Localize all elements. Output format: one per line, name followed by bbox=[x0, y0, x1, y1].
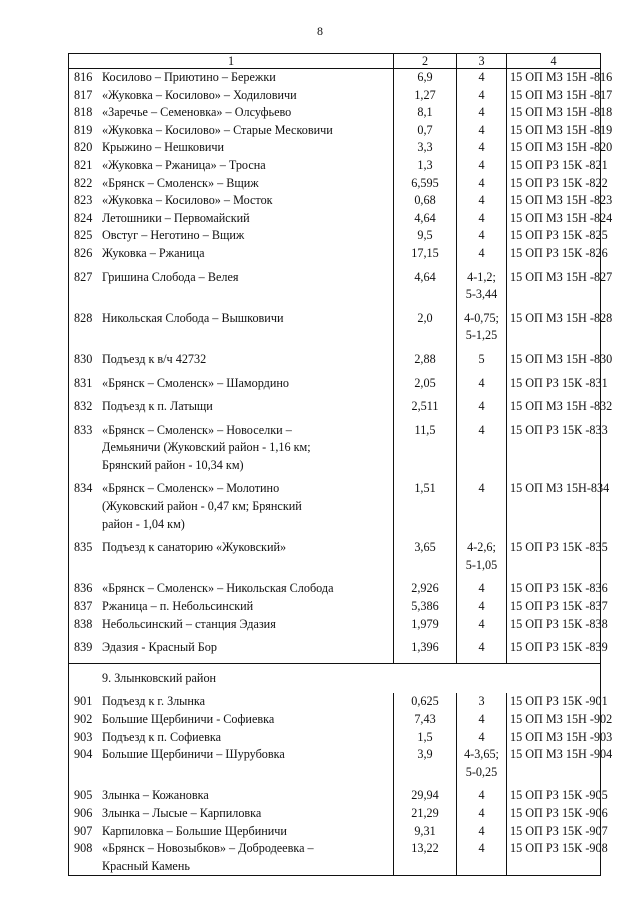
table-body bbox=[69, 69, 613, 876]
road-number: 823 bbox=[74, 193, 93, 208]
road-name: «Брянск – Смоленск» – Вщиж bbox=[102, 175, 259, 190]
road-name-cell bbox=[69, 69, 394, 87]
road-number: 838 bbox=[74, 616, 93, 631]
road-name: Подъезд к в/ч 42732 bbox=[102, 351, 207, 366]
road-name: Злынка – Лысые – Карпиловка bbox=[102, 805, 262, 820]
road-length: 4,64 bbox=[394, 269, 457, 310]
road-name-cell bbox=[69, 227, 394, 245]
road-number: 821 bbox=[74, 157, 93, 172]
road-name-cell bbox=[69, 580, 394, 598]
road-code: 15 ОП РЗ 15К -837 bbox=[507, 598, 601, 616]
road-category: 4 bbox=[457, 122, 507, 140]
road-code: 15 ОП РЗ 15К -821 bbox=[507, 157, 601, 175]
road-name-cell bbox=[69, 398, 394, 422]
road-number: 901 bbox=[74, 694, 93, 709]
road-name: «Жуковка – Косилово» – Мосток bbox=[102, 193, 273, 208]
road-category: 4 bbox=[457, 227, 507, 245]
road-length: 13,22 bbox=[394, 840, 457, 876]
road-code: 15 ОП МЗ 15Н-834 bbox=[507, 480, 601, 539]
section-title: 9. Злынковский район bbox=[69, 663, 601, 693]
road-name: Летошники – Первомайский bbox=[102, 210, 250, 225]
road-category: 4 bbox=[457, 616, 507, 640]
road-name: Карпиловка – Большие Щербиничи bbox=[102, 823, 287, 838]
table-row bbox=[69, 192, 601, 210]
road-code: 15 ОП МЗ 15Н -828 bbox=[507, 310, 601, 351]
road-length: 5,386 bbox=[394, 598, 457, 616]
table-row bbox=[69, 245, 601, 269]
road-code: 15 ОП МЗ 15Н -818 bbox=[507, 104, 601, 122]
road-length: 1,396 bbox=[394, 639, 457, 663]
road-number: 825 bbox=[74, 228, 93, 243]
table-row bbox=[69, 805, 601, 823]
column-header-2: 2 bbox=[394, 54, 457, 69]
road-number: 828 bbox=[74, 310, 93, 325]
road-number: 822 bbox=[74, 175, 93, 190]
road-category: 4 bbox=[457, 823, 507, 841]
road-name: Жуковка – Ржаница bbox=[102, 245, 205, 260]
road-category: 3 bbox=[457, 693, 507, 711]
road-length: 3,9 bbox=[394, 746, 457, 787]
road-length: 1,51 bbox=[394, 480, 457, 539]
table-row bbox=[69, 422, 601, 481]
road-name-cell bbox=[69, 192, 394, 210]
road-category: 4-3,65; 5-0,25 bbox=[457, 746, 507, 787]
table-row bbox=[69, 580, 601, 598]
road-name-cell bbox=[69, 693, 394, 711]
road-category: 4 bbox=[457, 157, 507, 175]
road-category: 4 bbox=[457, 192, 507, 210]
road-name-cell bbox=[69, 746, 394, 787]
road-length: 1,27 bbox=[394, 87, 457, 105]
road-category: 4 bbox=[457, 711, 507, 729]
road-code: 15 ОП МЗ 15Н -819 bbox=[507, 122, 601, 140]
road-code: 15 ОП РЗ 15К -826 bbox=[507, 245, 601, 269]
road-number: 904 bbox=[74, 747, 93, 762]
road-code: 15 ОП РЗ 15К -906 bbox=[507, 805, 601, 823]
road-code: 15 ОП РЗ 15К -839 bbox=[507, 639, 601, 663]
road-length: 9,5 bbox=[394, 227, 457, 245]
road-length: 2,05 bbox=[394, 375, 457, 399]
road-number: 819 bbox=[74, 122, 93, 137]
table-row bbox=[69, 823, 601, 841]
road-name: Подъезд к п. Софиевка bbox=[102, 729, 221, 744]
road-length: 7,43 bbox=[394, 711, 457, 729]
road-code: 15 ОП РЗ 15К -908 bbox=[507, 840, 601, 876]
road-length: 8,1 bbox=[394, 104, 457, 122]
road-name-cell bbox=[69, 729, 394, 747]
road-code: 15 ОП МЗ 15Н -816 bbox=[507, 69, 601, 87]
road-category: 4 bbox=[457, 375, 507, 399]
road-category: 4 bbox=[457, 175, 507, 193]
road-length: 29,94 bbox=[394, 787, 457, 805]
road-number: 903 bbox=[74, 729, 93, 744]
road-category: 4 bbox=[457, 398, 507, 422]
road-name-cell bbox=[69, 210, 394, 228]
road-number: 827 bbox=[74, 269, 93, 284]
road-number: 907 bbox=[74, 823, 93, 838]
road-number: 824 bbox=[74, 210, 93, 225]
road-name-cell bbox=[69, 351, 394, 375]
road-category: 4 bbox=[457, 87, 507, 105]
road-name-cell bbox=[69, 104, 394, 122]
road-number: 836 bbox=[74, 581, 93, 596]
road-name: «Жуковка – Косилово» – Старые Месковичи bbox=[102, 122, 333, 137]
road-number: 833 bbox=[74, 422, 93, 437]
road-category: 4 bbox=[457, 787, 507, 805]
road-number: 902 bbox=[74, 712, 93, 726]
road-code: 15 ОП МЗ 15Н -817 bbox=[507, 87, 601, 105]
roads-table bbox=[68, 53, 613, 876]
road-name-cell bbox=[69, 422, 394, 481]
road-name: «Брянск – Смоленск» – Никольская Слобода bbox=[102, 581, 334, 596]
road-name-cell bbox=[69, 175, 394, 193]
table-row bbox=[69, 598, 601, 616]
road-name-cell bbox=[69, 639, 394, 663]
road-number: 826 bbox=[74, 245, 93, 260]
column-header-4: 4 bbox=[507, 54, 601, 69]
road-name: Крыжино – Нешковичи bbox=[102, 140, 225, 155]
road-category: 4 bbox=[457, 422, 507, 481]
road-code: 15 ОП РЗ 15К -831 bbox=[507, 375, 601, 399]
table-row bbox=[69, 693, 601, 711]
table-row bbox=[69, 104, 601, 122]
road-name: Гришина Слобода – Велея bbox=[102, 269, 239, 284]
road-name: Ржаница – п. Небольсинский bbox=[102, 599, 254, 614]
table-row bbox=[69, 616, 601, 640]
road-name: Овстуг – Неготино – Вщиж bbox=[102, 228, 245, 243]
road-length: 6,9 bbox=[394, 69, 457, 87]
road-name: Подъезд к г. Злынка bbox=[102, 694, 206, 709]
road-length: 1,3 bbox=[394, 157, 457, 175]
road-name: Никольская Слобода – Вышковичи bbox=[102, 310, 284, 325]
road-code: 15 ОП РЗ 15К -835 bbox=[507, 539, 601, 580]
road-category: 4 bbox=[457, 598, 507, 616]
section-row bbox=[69, 663, 601, 693]
road-length: 6,595 bbox=[394, 175, 457, 193]
road-category: 4 bbox=[457, 245, 507, 269]
road-category: 4-2,6; 5-1,05 bbox=[457, 539, 507, 580]
table-row bbox=[69, 310, 601, 351]
road-number: 816 bbox=[74, 70, 93, 84]
road-name-cell bbox=[69, 823, 394, 841]
road-code: 15 ОП РЗ 15К -905 bbox=[507, 787, 601, 805]
table-row bbox=[69, 711, 601, 729]
road-category: 4 bbox=[457, 840, 507, 876]
road-length: 1,979 bbox=[394, 616, 457, 640]
road-name-cell bbox=[69, 711, 394, 729]
road-number: 908 bbox=[74, 841, 93, 856]
road-name-cell bbox=[69, 245, 394, 269]
road-code: 15 ОП РЗ 15К -833 bbox=[507, 422, 601, 481]
road-number: 817 bbox=[74, 87, 93, 102]
column-header-1: 1 bbox=[69, 54, 394, 69]
road-length: 0,68 bbox=[394, 192, 457, 210]
road-code: 15 ОП МЗ 15Н -904 bbox=[507, 746, 601, 787]
table-row bbox=[69, 351, 601, 375]
road-number: 818 bbox=[74, 105, 93, 120]
road-name-cell bbox=[69, 616, 394, 640]
road-number: 830 bbox=[74, 351, 93, 366]
table-row bbox=[69, 729, 601, 747]
road-name: Косилово – Приютино – Бережки bbox=[102, 70, 276, 84]
table-row bbox=[69, 269, 601, 310]
road-name-cell bbox=[69, 87, 394, 105]
road-category: 4 bbox=[457, 210, 507, 228]
road-name: Подъезд к п. Латыщи bbox=[102, 399, 213, 414]
table-row bbox=[69, 787, 601, 805]
road-name-cell bbox=[69, 310, 394, 351]
road-code: 15 ОП МЗ 15Н -832 bbox=[507, 398, 601, 422]
table-header-row bbox=[69, 54, 601, 69]
road-name-cell bbox=[69, 598, 394, 616]
road-name: Большие Щербиничи – Шурубовка bbox=[102, 747, 285, 762]
road-category: 4 bbox=[457, 580, 507, 598]
road-code: 15 ОП РЗ 15К -907 bbox=[507, 823, 601, 841]
road-name: «Жуковка – Ржаница» – Тросна bbox=[102, 157, 266, 172]
table-row bbox=[69, 87, 601, 105]
table-row bbox=[69, 227, 601, 245]
road-length: 2,926 bbox=[394, 580, 457, 598]
road-name: Большие Щербиничи - Софиевка bbox=[102, 712, 275, 726]
road-code: 15 ОП МЗ 15Н -830 bbox=[507, 351, 601, 375]
road-length: 2,511 bbox=[394, 398, 457, 422]
road-length: 0,7 bbox=[394, 122, 457, 140]
road-name: «Брянск – Смоленск» – Шамордино bbox=[102, 375, 290, 390]
road-category: 4-1,2; 5-3,44 bbox=[457, 269, 507, 310]
table-row bbox=[69, 375, 601, 399]
road-category: 5 bbox=[457, 351, 507, 375]
road-number: 837 bbox=[74, 599, 93, 614]
table-row bbox=[69, 139, 601, 157]
road-number: 906 bbox=[74, 805, 93, 820]
table-row bbox=[69, 639, 601, 663]
table-row bbox=[69, 157, 601, 175]
road-code: 15 ОП РЗ 15К -836 bbox=[507, 580, 601, 598]
road-name-cell bbox=[69, 375, 394, 399]
road-category: 4 bbox=[457, 639, 507, 663]
road-code: 15 ОП РЗ 15К -825 bbox=[507, 227, 601, 245]
road-code: 15 ОП МЗ 15Н -823 bbox=[507, 192, 601, 210]
road-number: 832 bbox=[74, 399, 93, 414]
road-length: 1,5 bbox=[394, 729, 457, 747]
road-category: 4 bbox=[457, 480, 507, 539]
road-length: 0,625 bbox=[394, 693, 457, 711]
road-code: 15 ОП МЗ 15Н -824 bbox=[507, 210, 601, 228]
road-code: 15 ОП РЗ 15К -901 bbox=[507, 693, 601, 711]
road-length: 17,15 bbox=[394, 245, 457, 269]
road-name-cell bbox=[69, 122, 394, 140]
road-name-cell bbox=[69, 539, 394, 580]
table-row bbox=[69, 122, 601, 140]
road-code: 15 ОП РЗ 15К -822 bbox=[507, 175, 601, 193]
road-category: 4-0,75; 5-1,25 bbox=[457, 310, 507, 351]
road-name: «Заречье – Семеновка» – Олсуфьево bbox=[102, 105, 292, 120]
table-row bbox=[69, 69, 601, 87]
table-row bbox=[69, 840, 601, 876]
road-name: «Жуковка – Косилово» – Ходиловичи bbox=[102, 87, 297, 102]
road-length: 3,3 bbox=[394, 139, 457, 157]
road-length: 21,29 bbox=[394, 805, 457, 823]
road-number: 839 bbox=[74, 640, 93, 655]
road-code: 15 ОП МЗ 15Н -902 bbox=[507, 711, 601, 729]
road-length: 2,0 bbox=[394, 310, 457, 351]
road-name-cell bbox=[69, 480, 394, 539]
table-row bbox=[69, 398, 601, 422]
road-name-cell bbox=[69, 157, 394, 175]
road-length: 4,64 bbox=[394, 210, 457, 228]
road-code: 15 ОП МЗ 15Н -827 bbox=[507, 269, 601, 310]
road-name: «Брянск – Новозыбков» – Добродеевка – Красный Камень bbox=[102, 841, 314, 873]
road-code: 15 ОП МЗ 15Н -903 bbox=[507, 729, 601, 747]
road-length: 2,88 bbox=[394, 351, 457, 375]
road-name: Небольсинский – станция Эдазия bbox=[102, 616, 276, 631]
road-length: 3,65 bbox=[394, 539, 457, 580]
road-name-cell bbox=[69, 787, 394, 805]
road-category: 4 bbox=[457, 729, 507, 747]
road-category: 4 bbox=[457, 104, 507, 122]
table-row bbox=[69, 175, 601, 193]
road-name-cell bbox=[69, 139, 394, 157]
road-number: 831 bbox=[74, 375, 93, 390]
road-name: Подъезд к санаторию «Жуковский» bbox=[102, 540, 287, 555]
road-number: 820 bbox=[74, 140, 93, 155]
table-row bbox=[69, 480, 601, 539]
road-category: 4 bbox=[457, 805, 507, 823]
table-row bbox=[69, 210, 601, 228]
road-number: 835 bbox=[74, 540, 93, 555]
table-row bbox=[69, 539, 601, 580]
road-code: 15 ОП МЗ 15Н -820 bbox=[507, 139, 601, 157]
column-header-3: 3 bbox=[457, 54, 507, 69]
road-name-cell bbox=[69, 805, 394, 823]
road-name-cell bbox=[69, 269, 394, 310]
road-name: Злынка – Кожановка bbox=[102, 788, 209, 803]
road-number: 834 bbox=[74, 481, 93, 496]
road-length: 9,31 bbox=[394, 823, 457, 841]
road-name: «Брянск – Смоленск» – Новоселки – Демьяничи (Жуковский район - 1,16 км; Брянский район - 10,34 км) bbox=[102, 422, 311, 472]
road-code: 15 ОП РЗ 15К -838 bbox=[507, 616, 601, 640]
road-name: Эдазия - Красный Бор bbox=[102, 640, 217, 655]
road-name-cell bbox=[69, 840, 394, 876]
road-length: 11,5 bbox=[394, 422, 457, 481]
road-category: 4 bbox=[457, 139, 507, 157]
road-category: 4 bbox=[457, 69, 507, 87]
road-name: «Брянск – Смоленск» – Молотино (Жуковский район - 0,47 км; Брянский район - 1,04 км) bbox=[102, 481, 302, 531]
table-row bbox=[69, 746, 601, 787]
page-number: 8 bbox=[317, 24, 323, 38]
road-number: 905 bbox=[74, 788, 93, 803]
